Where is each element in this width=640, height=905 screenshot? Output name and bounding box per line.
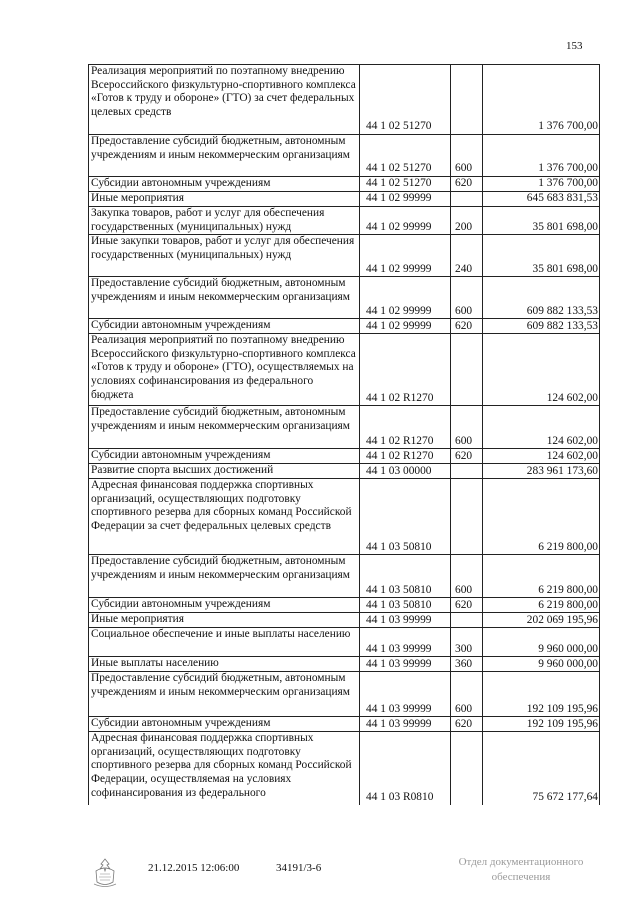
row-amount: 124 602,00 <box>483 334 600 406</box>
row-name: Предоставление субсидий бюджетным, автономным учреждениям и иным некоммерческим организациям <box>89 672 360 717</box>
row-type: 620 <box>451 598 483 613</box>
row-amount: 192 109 195,96 <box>483 672 600 717</box>
row-type: 360 <box>451 657 483 672</box>
row-amount: 35 801 698,00 <box>483 207 600 235</box>
row-name: Социальное обеспечение и иные выплаты населению <box>89 628 360 657</box>
row-code: 44 1 03 99999 <box>360 657 451 672</box>
table-row <box>89 65 600 135</box>
table-row <box>89 277 600 319</box>
table-row <box>89 732 600 805</box>
row-name: Субсидии автономным учреждениям <box>89 319 360 334</box>
row-code: 44 1 03 99999 <box>360 628 451 657</box>
row-name: Предоставление субсидий бюджетным, автономным учреждениям и иным некоммерческим организациям <box>89 406 360 449</box>
row-name: Предоставление субсидий бюджетным, автономным учреждениям и иным некоммерческим организациям <box>89 555 360 598</box>
table-row <box>89 235 600 277</box>
row-type: 600 <box>451 406 483 449</box>
footer-datetime: 21.12.2015 12:06:00 <box>148 862 240 874</box>
budget-table <box>88 64 600 805</box>
row-type: 300 <box>451 628 483 657</box>
row-amount: 645 683 831,53 <box>483 192 600 207</box>
row-name: Субсидии автономным учреждениям <box>89 449 360 464</box>
row-type: 240 <box>451 235 483 277</box>
row-type <box>451 65 483 135</box>
row-type: 620 <box>451 449 483 464</box>
row-name: Субсидии автономным учреждениям <box>89 177 360 192</box>
row-type <box>451 732 483 805</box>
row-code: 44 1 03 00000 <box>360 464 451 479</box>
footer-stamp <box>446 855 596 885</box>
row-type: 620 <box>451 319 483 334</box>
row-name: Закупка товаров, работ и услуг для обеспечения государственных (муниципальных) нужд <box>89 207 360 235</box>
row-amount: 35 801 698,00 <box>483 235 600 277</box>
row-type: 600 <box>451 135 483 177</box>
row-code: 44 1 03 50810 <box>360 479 451 555</box>
row-amount: 1 376 700,00 <box>483 135 600 177</box>
row-name: Иные мероприятия <box>89 192 360 207</box>
table-row <box>89 628 600 657</box>
row-type <box>451 613 483 628</box>
row-code: 44 1 02 99999 <box>360 319 451 334</box>
table-row <box>89 319 600 334</box>
row-amount: 283 961 173,60 <box>483 464 600 479</box>
table-row <box>89 479 600 555</box>
row-amount: 6 219 800,00 <box>483 598 600 613</box>
table-row <box>89 135 600 177</box>
page-number: 153 <box>566 40 583 52</box>
row-amount: 6 219 800,00 <box>483 555 600 598</box>
row-type: 600 <box>451 555 483 598</box>
row-amount: 1 376 700,00 <box>483 65 600 135</box>
row-name: Субсидии автономным учреждениям <box>89 717 360 732</box>
row-amount: 124 602,00 <box>483 406 600 449</box>
row-code: 44 1 02 99999 <box>360 235 451 277</box>
footer-doc-number: 34191/3-6 <box>276 862 322 874</box>
row-name: Предоставление субсидий бюджетным, автономным учреждениям и иным некоммерческим организациям <box>89 135 360 177</box>
table-row <box>89 672 600 717</box>
table-row <box>89 207 600 235</box>
row-amount: 75 672 177,64 <box>483 732 600 805</box>
row-code: 44 1 02 99999 <box>360 207 451 235</box>
row-code: 44 1 03 99999 <box>360 717 451 732</box>
row-name: Субсидии автономным учреждениям <box>89 598 360 613</box>
row-name: Развитие спорта высших достижений <box>89 464 360 479</box>
row-code: 44 1 02 51270 <box>360 135 451 177</box>
footer-stamp-line2: обеспечения <box>491 871 551 883</box>
row-amount: 202 069 195,96 <box>483 613 600 628</box>
row-name: Реализация мероприятий по поэтапному внедрению Всероссийского физкультурно-спортивного комплекса «Готов к труду и обороне» (ГТО), осуществляемых на условиях софинансирования из федерального бюджета <box>89 334 360 406</box>
row-type: 200 <box>451 207 483 235</box>
table-row <box>89 406 600 449</box>
row-code: 44 1 02 R1270 <box>360 334 451 406</box>
row-name: Иные выплаты населению <box>89 657 360 672</box>
table-row <box>89 613 600 628</box>
row-code: 44 1 02 R1270 <box>360 449 451 464</box>
table-row <box>89 449 600 464</box>
row-code: 44 1 03 99999 <box>360 613 451 628</box>
row-code: 44 1 02 R1270 <box>360 406 451 449</box>
table-row <box>89 555 600 598</box>
row-code: 44 1 03 50810 <box>360 598 451 613</box>
row-code: 44 1 02 51270 <box>360 177 451 192</box>
row-amount: 6 219 800,00 <box>483 479 600 555</box>
row-name: Реализация мероприятий по поэтапному внедрению Всероссийского физкультурно-спортивного комплекса «Готов к труду и обороне» (ГТО) за счет федеральных целевых средств <box>89 65 360 135</box>
row-amount: 609 882 133,53 <box>483 277 600 319</box>
row-amount: 9 960 000,00 <box>483 657 600 672</box>
row-type: 620 <box>451 177 483 192</box>
row-type: 600 <box>451 672 483 717</box>
row-name: Адресная финансовая поддержка спортивных организаций, осуществляющих подготовку спортивного резерва для сборных команд Российской Федерации за счет федеральных целевых средств <box>89 479 360 555</box>
row-code: 44 1 02 51270 <box>360 65 451 135</box>
table-row <box>89 192 600 207</box>
row-amount: 9 960 000,00 <box>483 628 600 657</box>
table-row <box>89 657 600 672</box>
row-name: Предоставление субсидий бюджетным, автономным учреждениям и иным некоммерческим организациям <box>89 277 360 319</box>
row-type: 620 <box>451 717 483 732</box>
row-code: 44 1 02 99999 <box>360 277 451 319</box>
row-type <box>451 464 483 479</box>
row-name: Иные закупки товаров, работ и услуг для обеспечения государственных (муниципальных) нужд <box>89 235 360 277</box>
footer-stamp-line1: Отдел документационного <box>458 856 584 868</box>
row-name: Иные мероприятия <box>89 613 360 628</box>
row-type <box>451 192 483 207</box>
row-code: 44 1 03 99999 <box>360 672 451 717</box>
row-amount: 609 882 133,53 <box>483 319 600 334</box>
coat-of-arms-seal <box>88 855 122 889</box>
table-row <box>89 717 600 732</box>
row-amount: 124 602,00 <box>483 449 600 464</box>
row-code: 44 1 02 99999 <box>360 192 451 207</box>
row-code: 44 1 03 50810 <box>360 555 451 598</box>
row-code: 44 1 03 R0810 <box>360 732 451 805</box>
table-row <box>89 598 600 613</box>
row-type <box>451 479 483 555</box>
row-type <box>451 334 483 406</box>
row-type: 600 <box>451 277 483 319</box>
row-amount: 192 109 195,96 <box>483 717 600 732</box>
table-row <box>89 464 600 479</box>
row-amount: 1 376 700,00 <box>483 177 600 192</box>
table-row <box>89 177 600 192</box>
table-row <box>89 334 600 406</box>
row-name: Адресная финансовая поддержка спортивных организаций, осуществляющих подготовку спортивного резерва для сборных команд Российской Федерации, осуществляемая на условиях софинансирования из федерального <box>89 732 360 805</box>
